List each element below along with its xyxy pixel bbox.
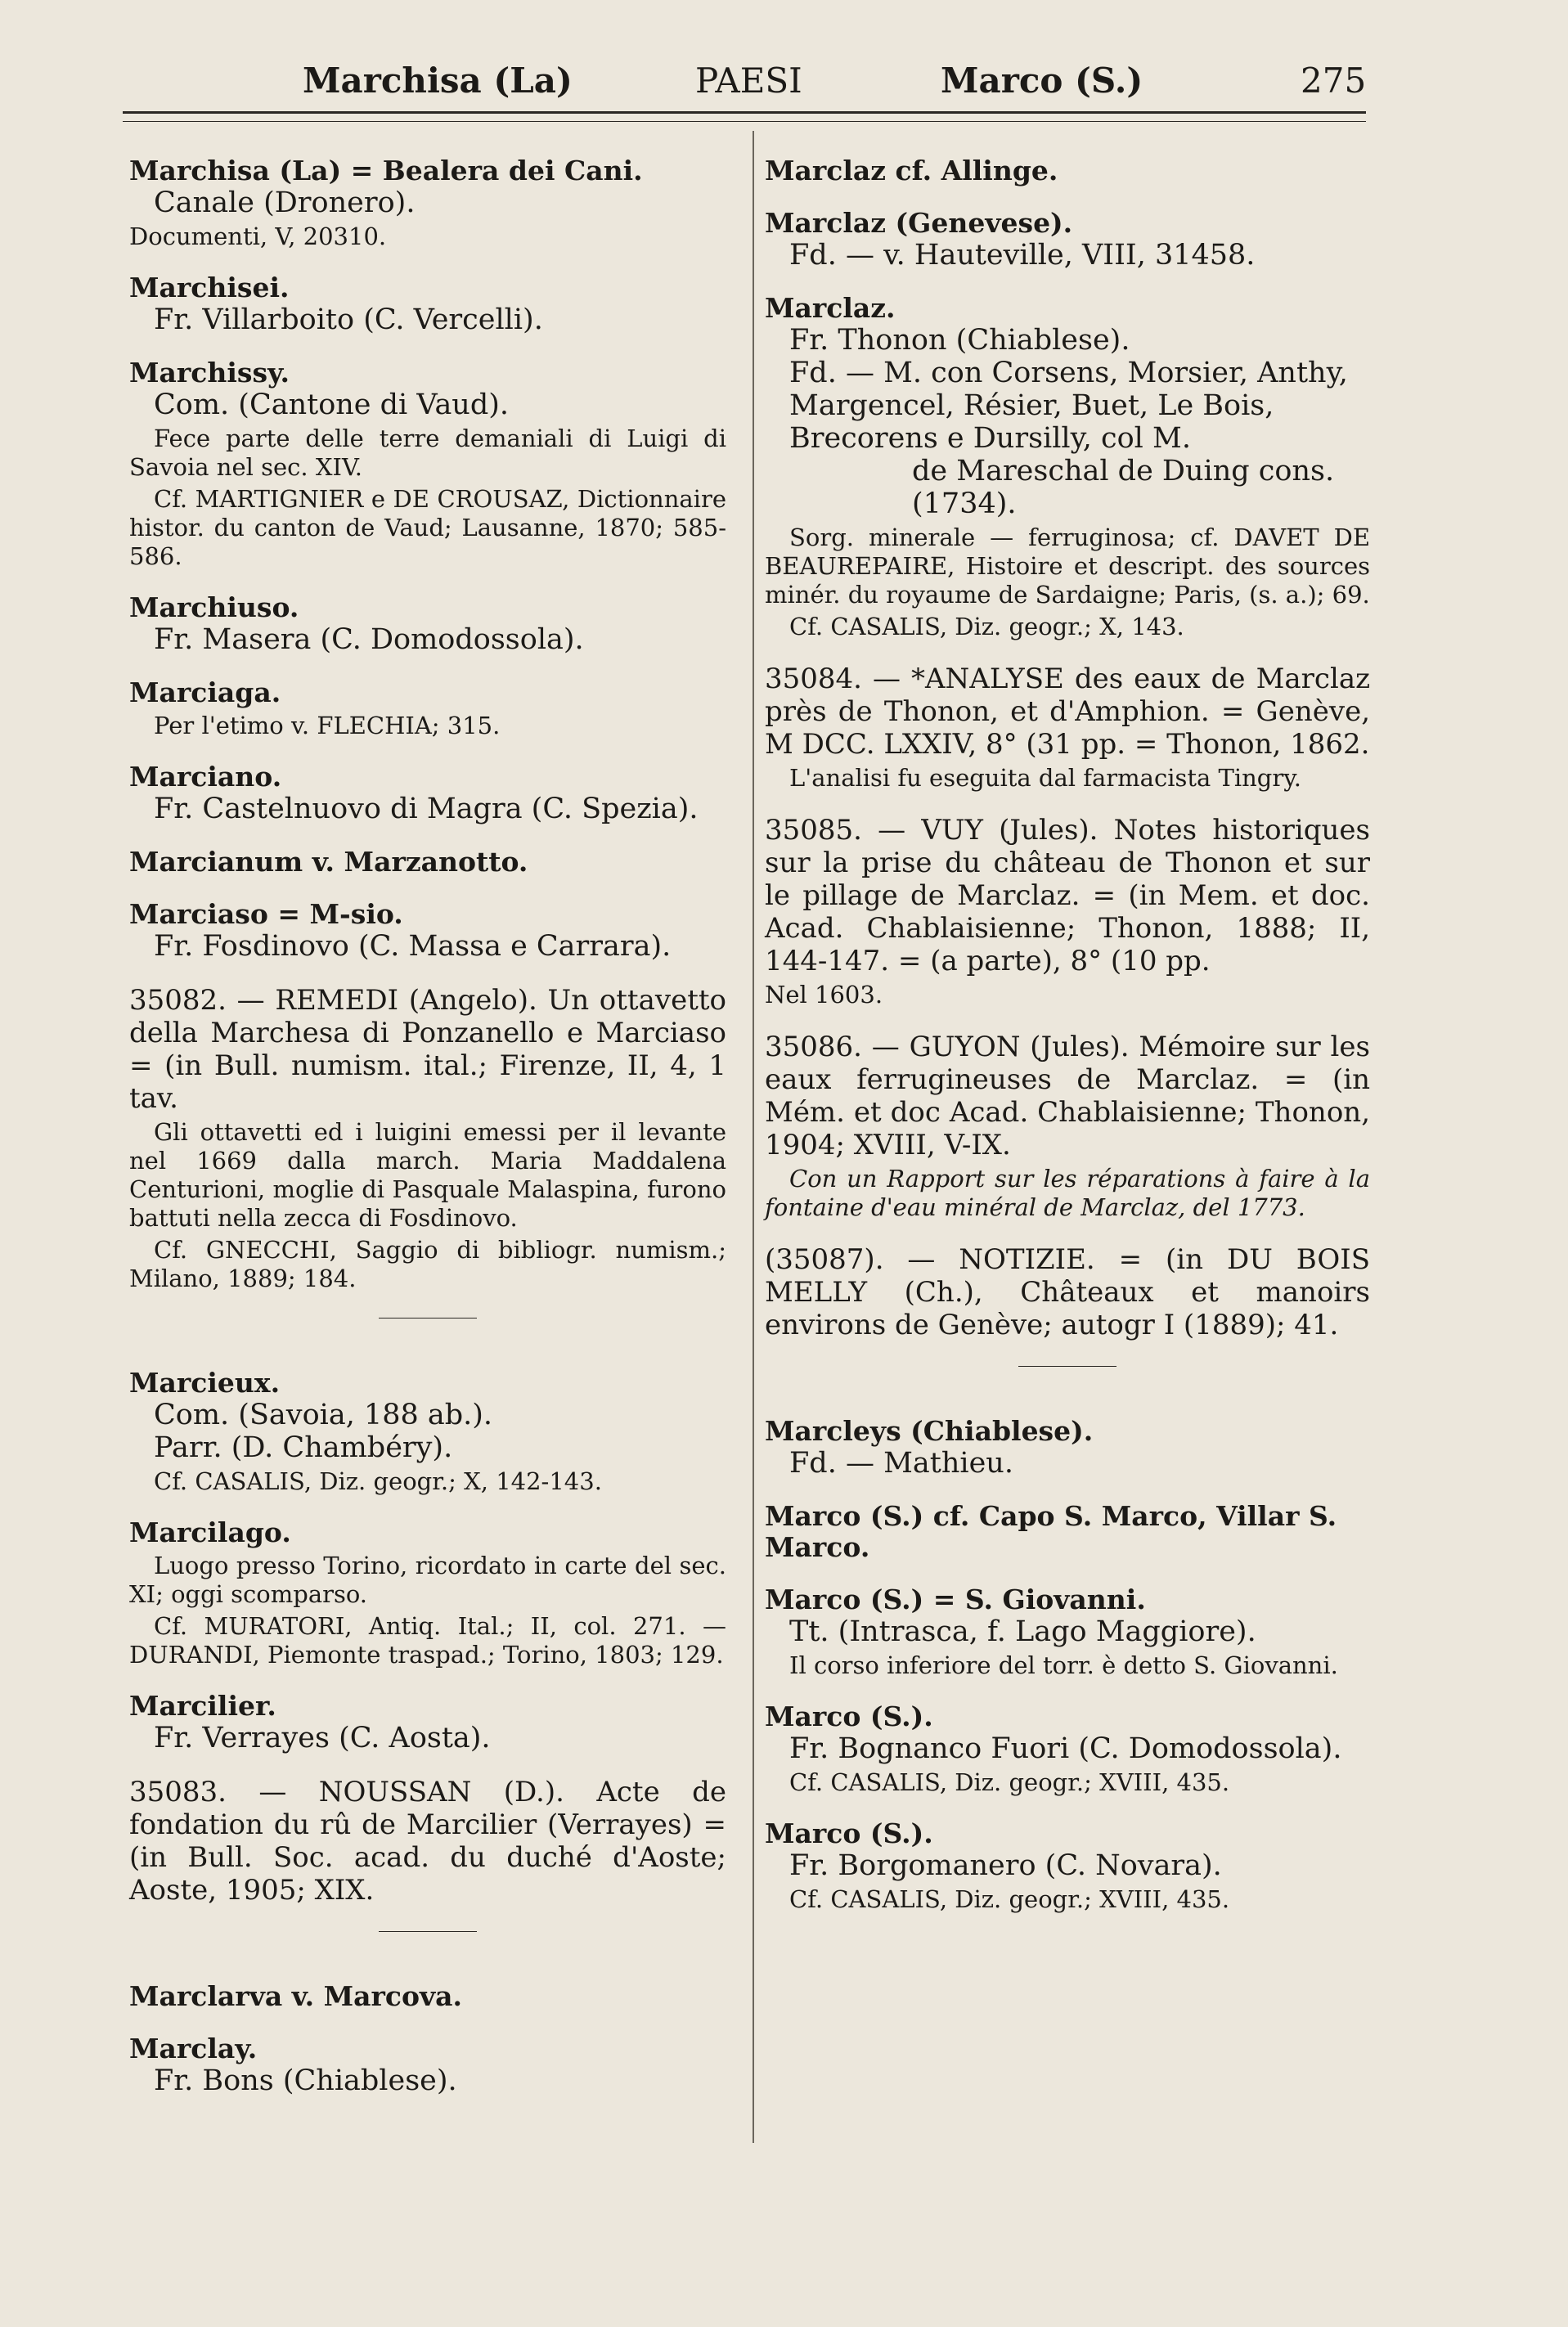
entry-headword: Marclarva v. Marcova. [129, 1980, 463, 2012]
entry-note: Nel 1603. [765, 981, 883, 1009]
section-separator [1018, 1366, 1116, 1367]
gazetteer-entry [765, 155, 1370, 186]
entry-headword: Marcilago. [129, 1516, 291, 1548]
entry-line: Fd. — M. con Corsens, Morsier, Anthy, Margencel, Résier, Buet, Le Bois, Brecorens e Dursilly, col M. [789, 357, 1348, 455]
entry-line: Com. (Cantone di Vaud). [154, 389, 510, 421]
gazetteer-entry [765, 1416, 1370, 1480]
entry-line: Fr. Fosdinovo (C. Massa e Carrara). [154, 930, 672, 963]
entry-note: Per l'etimo v. FLECHIA; 315. [154, 712, 501, 739]
entry-note: L'analisi fu eseguita dal farmacista Tingry. [789, 764, 1301, 792]
entry-line: Fr. Castelnuovo di Magra (C. Spezia). [154, 793, 699, 825]
gazetteer-entry [129, 761, 726, 825]
entry-line: Fd. — v. Hauteville, VIII, 31458. [789, 239, 1256, 272]
bibliography-entry [765, 1243, 1370, 1341]
page-number: 275 [1301, 61, 1367, 101]
bibliography-entry [765, 663, 1370, 793]
entry-line: Fr. Bognanco Fuori (C. Domodossola). [789, 1732, 1342, 1765]
gazetteer-entry [765, 1501, 1370, 1563]
entry-citation: Cf. MARTIGNIER e DE CROUSAZ, Dictionnaire histor. du canton de Vaud; Lausanne, 1870; 585-586. [129, 485, 726, 570]
entry-citation: Cf. CASALIS, Diz. geogr.; X, 142-143. [154, 1467, 602, 1495]
entry-note: Sorg. minerale — ferruginosa; cf. DAVET DE BEAUREPAIRE, Histoire et descript. des sources minér. du royaume de Sardaigne; Paris, (s. a.); 69. [765, 523, 1370, 609]
entry-headword: Marchiuso. [129, 591, 299, 623]
gazetteer-entry [129, 847, 726, 878]
gazetteer-entry [765, 1818, 1370, 1914]
bibliography-entry [129, 984, 726, 1293]
entry-line: Fr. Thonon (Chiablese). [789, 324, 1130, 357]
bibliography-text: (35087). — NOTIZIE. = (in DU BOIS MELLY (Ch.), Châteaux et manoirs environs de Genève; autogr I (1889); 41. [765, 1243, 1370, 1341]
left-column [129, 155, 726, 2118]
header-right: Marco (S.) [941, 61, 1143, 101]
gazetteer-entry [129, 155, 726, 251]
entry-headword: Marciaga. [129, 676, 281, 708]
gazetteer-entry [129, 1981, 726, 2012]
entry-headword: Marco (S.). [765, 1817, 933, 1849]
entry-citation: Cf. CASALIS, Diz. geogr.; XVIII, 435. [789, 1885, 1230, 1913]
entry-note: Il corso inferiore del torr. è detto S. Giovanni. [789, 1651, 1338, 1679]
entry-citation: Cf. GNECCHI, Saggio di bibliogr. numism.; Milano, 1889; 184. [129, 1236, 726, 1292]
entry-line: Fr. Villarboito (C. Vercelli). [154, 303, 543, 336]
entry-note: Luogo presso Torino, ricordato in carte del sec. XI; oggi scomparso. [129, 1552, 726, 1608]
bibliography-text: 35085. — VUY (Jules). Notes historiques sur la prise du château de Thonon et sur le pillage de Marclaz. = (in Mem. et doc. Acad. Chablaisienne; Thonon, 1888; II, 144-147. = (a parte), 8° (10 pp. [765, 814, 1370, 977]
entry-headword: Marco (S.) cf. Capo S. Marco, Villar S. Marco. [765, 1500, 1337, 1563]
gazetteer-entry [129, 357, 726, 571]
bibliography-text: 35084. — *ANALYSE des eaux de Marclaz près de Thonon, et d'Amphion. = Genève, M DCC. LXXIV, 8° (31 pp. = Thonon, 1862. [765, 663, 1370, 761]
header-left: Marchisa (La) [303, 61, 573, 101]
entry-line: Fr. Bons (Chiablese). [154, 2064, 457, 2097]
gazetteer-entry [765, 208, 1370, 272]
entry-line: Fr. Verrayes (C. Aosta). [154, 1722, 491, 1754]
entry-headword: Marcianum v. Marzanotto. [129, 846, 528, 878]
entry-headword: Marciano. [129, 761, 282, 793]
gazetteer-entry [129, 592, 726, 656]
entry-headword: Marcilier. [129, 1690, 276, 1722]
gazetteer-entry [129, 1368, 726, 1496]
gazetteer-entry [129, 272, 726, 336]
entry-citation: Cf. CASALIS, Diz. geogr.; XVIII, 435. [789, 1768, 1230, 1796]
entry-headword: Marclaz cf. Allinge. [765, 155, 1058, 186]
entry-line: Fr. Masera (C. Domodossola). [154, 623, 584, 656]
entry-headword: Marchisa (La) = Bealera dei Cani. [129, 155, 643, 186]
gazetteer-entry [765, 1584, 1370, 1680]
bibliography-text: 35082. — REMEDI (Angelo). Un ottavetto della Marchesa di Ponzanello e Marciaso = (in Bull. numism. ital.; Firenze, II, 4, 1 tav. [129, 984, 726, 1115]
bibliography-text: 35086. — GUYON (Jules). Mémoire sur les eaux ferrugineuses de Marclaz. = (in Mém. et doc Acad. Chablaisienne; Thonon, 1904; XVIII, V-IX. [765, 1031, 1370, 1161]
entry-citation: Cf. MURATORI, Antiq. Ital.; II, col. 271. — DURANDI, Piemonte traspad.; Torino, 1803; 129. [129, 1612, 726, 1669]
entry-citation: Cf. CASALIS, Diz. geogr.; X, 143. [789, 613, 1184, 640]
entry-headword: Marco (S.). [765, 1700, 933, 1732]
entry-line: Fd. — Mathieu. [789, 1447, 1013, 1480]
gazetteer-entry [129, 1517, 726, 1669]
bibliography-entry [765, 814, 1370, 1009]
header-rule-thick [123, 111, 1366, 114]
entry-line: Com. (Savoia, 188 ab.). [154, 1399, 493, 1431]
gazetteer-entry [765, 293, 1370, 641]
entry-line: de Mareschal de Duing cons. (1734). [912, 455, 1335, 520]
entry-line: Canale (Dronero). [154, 186, 416, 219]
gazetteer-entry [129, 677, 726, 740]
entry-note: Con un Rapport sur les réparations à faire à la fontaine d'eau minéral de Marclaz, del 1773. [765, 1165, 1370, 1221]
entry-headword: Marcieux. [129, 1367, 281, 1399]
right-column [765, 155, 1370, 1935]
entry-headword: Marcleys (Chiablese). [765, 1415, 1094, 1447]
entry-headword: Marclay. [129, 2033, 258, 2064]
bibliography-entry [765, 1031, 1370, 1222]
entry-headword: Marchisei. [129, 272, 290, 303]
entry-line: Tt. (Intrasca, f. Lago Maggiore). [789, 1615, 1256, 1648]
entry-line: Parr. (D. Chambéry). [154, 1431, 453, 1464]
running-header [123, 49, 1366, 106]
bibliography-entry [129, 1776, 726, 1907]
entry-headword: Marclaz. [765, 292, 896, 324]
entry-note: Gli ottavetti ed i luigini emessi per il levante nel 1669 dalla march. Maria Maddalena Centurioni, moglie di Pasquale Malaspina, furono battuti nella zecca di Fosdinovo. [129, 1118, 726, 1232]
bibliography-text: 35083. — NOUSSAN (D.). Acte de fondation du rû de Marcilier (Verrayes) = (in Bull. Soc. acad. du duché d'Aoste; Aoste, 1905; XIX. [129, 1776, 726, 1907]
entry-headword: Marciaso = M-sio. [129, 898, 403, 930]
entry-headword: Marclaz (Genevese). [765, 207, 1073, 239]
entry-line: Fr. Borgomanero (C. Novara). [789, 1849, 1222, 1882]
entry-note: Documenti, V, 20310. [129, 222, 387, 250]
gazetteer-entry [765, 1701, 1370, 1797]
entry-note: Fece parte delle terre demaniali di Luigi di Savoia nel sec. XIV. [129, 425, 726, 481]
header-rule-thin [123, 121, 1366, 122]
entry-headword: Marchissy. [129, 357, 290, 389]
section-separator [379, 1931, 477, 1932]
entry-headword: Marco (S.) = S. Giovanni. [765, 1584, 1146, 1615]
column-divider [753, 131, 754, 2143]
gazetteer-entry [129, 1691, 726, 1754]
header-section: PAESI [695, 61, 802, 101]
gazetteer-entry [129, 2033, 726, 2097]
gazetteer-entry [129, 899, 726, 963]
